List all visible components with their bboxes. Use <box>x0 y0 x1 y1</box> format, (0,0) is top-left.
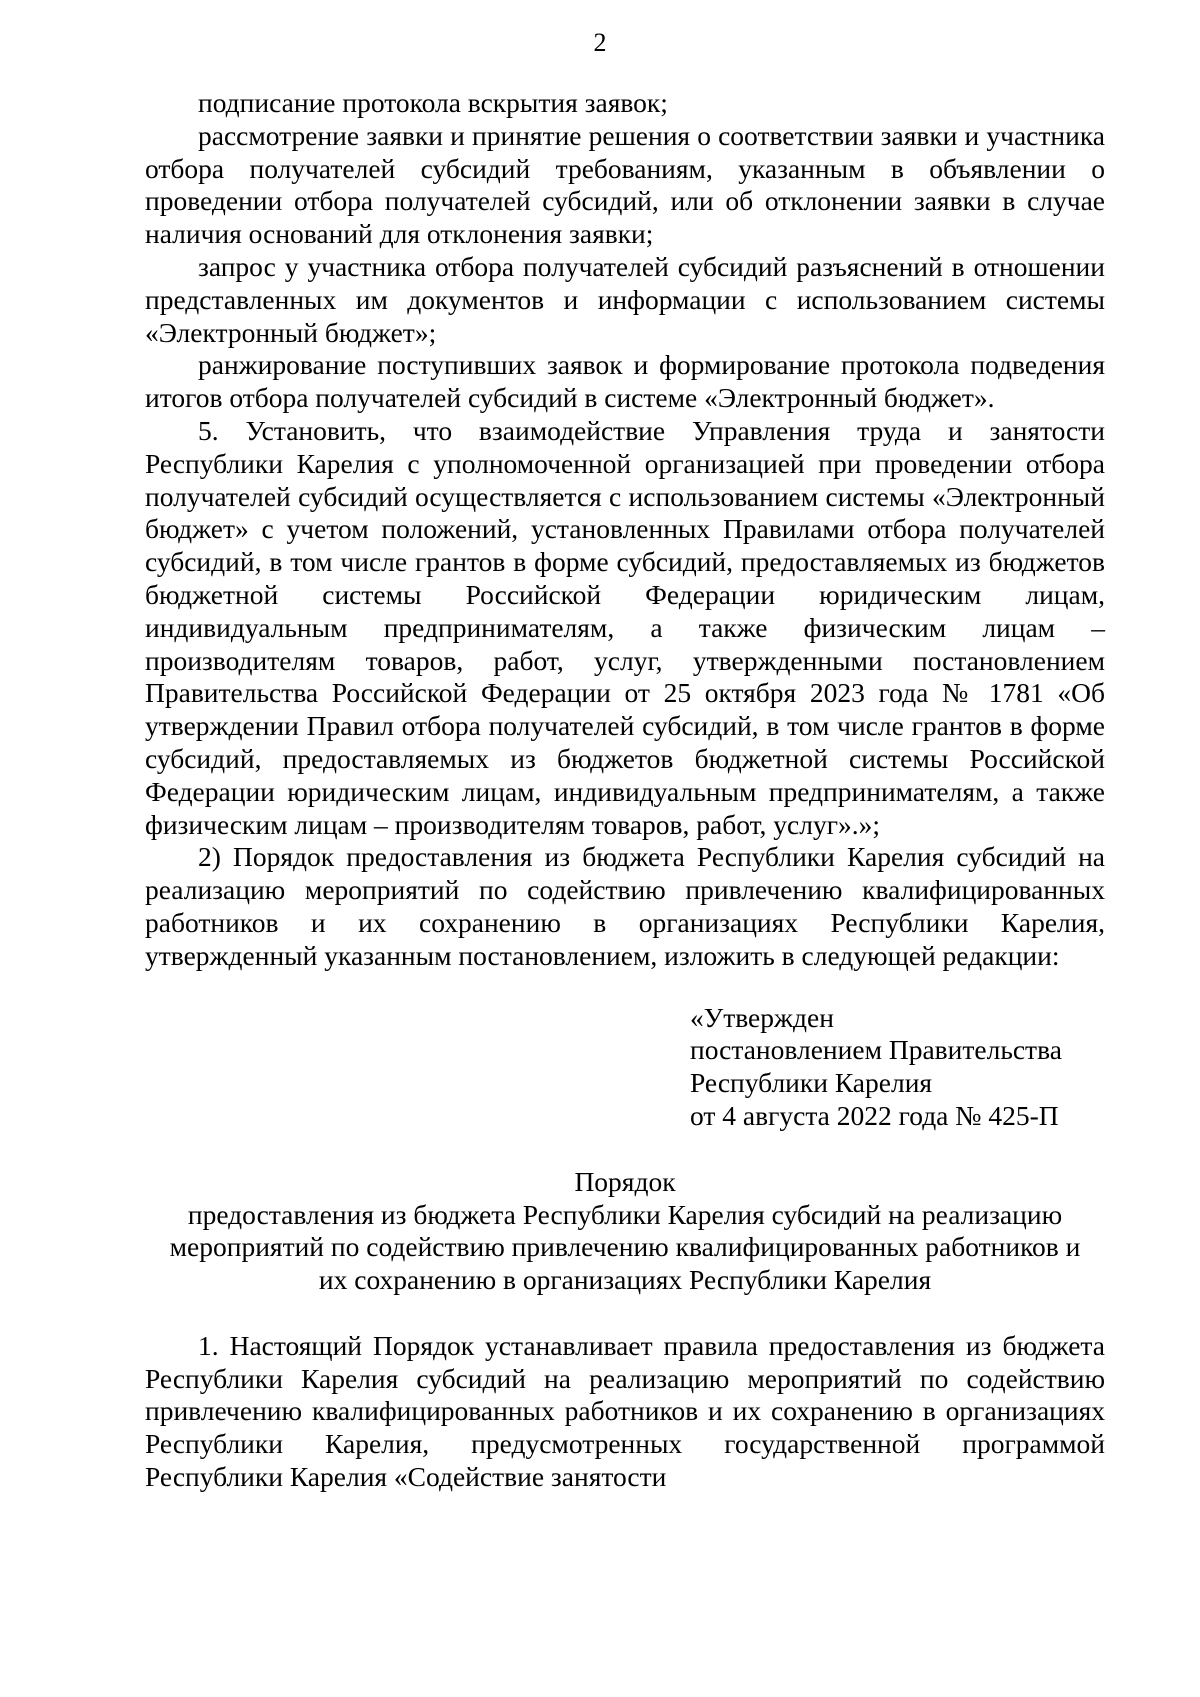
paragraph-signing-protocol: подписание протокола вскрытия заявок; <box>198 87 668 118</box>
paragraph-application-review: рассмотрение заявки и принятие решения о соответствии заявки и участника отбора получателей субсидий требованиям, указанным в объявлении о проведении отбора получателей субсидий, или об отклонении заявки в случае наличия оснований для отклонения заявки; <box>145 119 1105 250</box>
paragraph-ranking: ранжирование поступивших заявок и формирование протокола подведения итогов отбора получателей субсидий в системе «Электронный бюджет». <box>145 349 1105 414</box>
paragraph-item-2: 2) Порядок предоставления из бюджета Республики Карелия субсидий на реализацию мероприятий по содействию привлечению квалифицированных работников и их сохранению в организациях Республики Карелия, утвержденный указанным постановлением, изложить в следующей редакции: <box>145 841 1105 971</box>
approval-line-approved: «Утвержден <box>690 1001 834 1033</box>
paragraph-clarification-request: запрос у участника отбора получателей субсидий разъяснений в отношении представленных им документов и информации с использованием системы «Электронный бюджет»; <box>145 250 1105 348</box>
paragraph-item-5: 5. Установить, что взаимодействие Управления труда и занятости Республики Карелия с уполномоченной организацией при проведении отбора получателей субсидий осуществляется с использованием системы «Электронный бюджет» с учетом положений, установленных Правилами отбора получателей субсидий, в том числе грантов в форме субсидий, предоставляемых из бюджетов бюджетной системы Российской Федерации юридическим лицам, индивидуальным предпринимателям, а также физическим лицам – производителям товаров, работ, услуг, утвержденными постановлением Правительства Российской Федерации от 25 октября 2023 года № 1781 «Об утверждении Правил отбора получателей субсидий, в том числе грантов в форме субсидий, предоставляемых из бюджетов бюджетной системы Российской Федерации юридическим лицам, индивидуальным предпринимателям, а также физическим лицам – производителям товаров, работ, услуг».»; <box>145 414 1105 840</box>
approval-line-date: от 4 августа 2022 года № 425-П <box>690 1099 1059 1131</box>
approval-line-republic: Республики Карелия <box>690 1067 933 1099</box>
document-body <box>145 87 1105 1494</box>
section-spacer <box>145 1297 1105 1330</box>
approval-stamp-block <box>690 1002 1105 1133</box>
document-subtitle: предоставления из бюджета Республики Карелия субсидий на реализацию мероприятий по содействию привлечению квалифицированных работников и их сохранению в организациях Республики Карелия <box>169 1198 1081 1296</box>
approval-line-resolution: постановлением Правительства <box>690 1034 1062 1066</box>
paragraph-procedure-item-1: 1. Настоящий Порядок устанавливает правила предоставления из бюджета Республики Карелия субсидий на реализацию мероприятий по содействию привлечению квалифицированных работников и их сохранению в организациях Республики Карелия, предусмотренных государственной программой Республики Карелия «Содействие занятости <box>145 1329 1105 1493</box>
document-title: Порядок <box>574 1165 676 1197</box>
page-number: 2 <box>593 28 607 57</box>
